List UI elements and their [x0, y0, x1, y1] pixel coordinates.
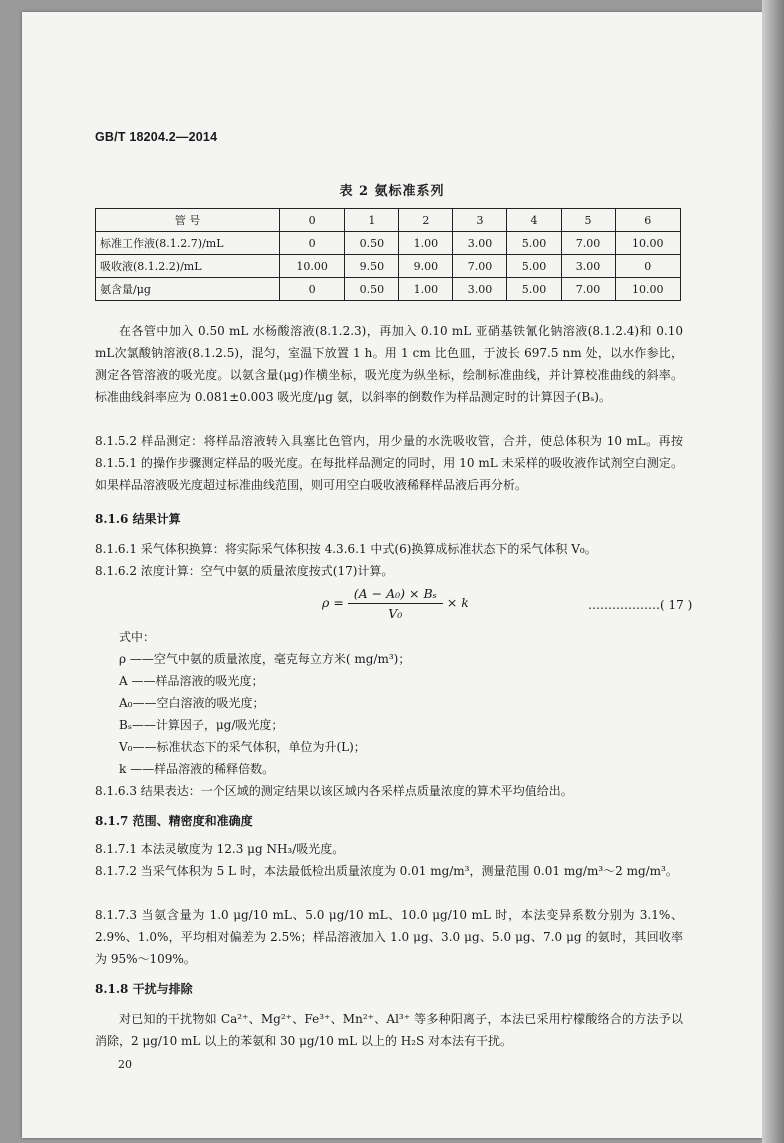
formula-rhs: × k: [446, 595, 469, 610]
table-cell: 标准工作液(8.1.2.7)/mL: [96, 232, 280, 255]
section-heading-8-1-8: 8.1.8 干扰与排除: [95, 982, 193, 996]
table-cell: 3.00: [453, 278, 507, 301]
definition-bs: Bₛ——计算因子，μg/吸光度；: [119, 718, 284, 732]
definition-v0: V₀——标准状态下的采气体积，单位为升(L)；: [119, 740, 366, 754]
paragraph-interference: 对已知的干扰物如 Ca²⁺、Mg²⁺、Fe³⁺、Mn²⁺、Al³⁺ 等多种阳离子，本法已采用柠檬酸络合的方法予以消除，2 μg/10 mL 以上的苯氨和 30 μg/10 mL 以上的 H₂S 对本法有干扰。: [95, 1012, 683, 1048]
table-header-row: [96, 209, 681, 232]
formula-fraction: [348, 586, 443, 621]
table-cell: 0.50: [345, 278, 399, 301]
section-heading-8-1-7: 8.1.7 范围、精密度和准确度: [95, 814, 253, 828]
table-header-cell: 5: [561, 209, 615, 232]
clause-8-1-7-1: 8.1.7.1 本法灵敏度为 12.3 μg NH₃/吸光度。: [95, 842, 345, 856]
clause-8-1-6-1: 8.1.6.1 采气体积换算：将实际采气体积按 4.3.6.1 中式(6)换算成标准状态下的采气体积 V₀。: [95, 542, 597, 556]
table-header-cell: 0: [280, 209, 345, 232]
table-row: [96, 278, 681, 301]
clause-8-1-7-2: 8.1.7.2 当采气体积为 5 L 时，本法最低检出质量浓度为 0.01 mg/m³，测量范围 0.01 mg/m³～2 mg/m³。: [95, 864, 678, 878]
table-header-cell: 3: [453, 209, 507, 232]
table-cell: 10.00: [615, 232, 680, 255]
table-row: [96, 255, 681, 278]
table-cell: 7.00: [453, 255, 507, 278]
table-cell: 9.00: [399, 255, 453, 278]
table-cell: 1.00: [399, 232, 453, 255]
table-cell: 氨含量/μg: [96, 278, 280, 301]
clause-8-1-6-3: 8.1.6.3 结果表达：一个区域的测定结果以该区域内各采样点质量浓度的算术平均值给出。: [95, 784, 573, 798]
formula-lhs: ρ =: [322, 595, 344, 610]
table-cell: 5.00: [507, 255, 561, 278]
clause-8-1-7-3: 8.1.7.3 当氨含量为 1.0 μg/10 mL、5.0 μg/10 mL、10.0 μg/10 mL 时，本法变异系数分别为 3.1%、2.9%、1.0%，平均相对偏差为 2.5%；样品溶液加入 1.0 μg、3.0 μg、5.0 μg、7.0 μg 的氨时，其回收率为 95%～109%。: [95, 908, 683, 966]
definition-rho: ρ ——空气中氨的质量浓度，毫克每立方米( mg/m³)；: [119, 652, 411, 666]
table-header-cell: 2: [399, 209, 453, 232]
table-header-cell: 1: [345, 209, 399, 232]
ammonia-standard-table: [95, 208, 681, 301]
table-cell: 5.00: [507, 278, 561, 301]
table-cell: 10.00: [615, 278, 680, 301]
formula-denominator: V₀: [388, 606, 403, 621]
definition-a0: A₀——空白溶液的吸光度；: [119, 696, 265, 710]
table-cell: 7.00: [561, 278, 615, 301]
table-cell: 0: [280, 278, 345, 301]
document-page: [22, 12, 762, 1138]
definition-k: k ——样品溶液的稀释倍数。: [119, 762, 275, 776]
formula-17: [322, 586, 469, 621]
table-cell: 0: [615, 255, 680, 278]
formula-numerator: (A − A₀) × Bₛ: [348, 586, 443, 604]
paragraph-8-1-5-2: 8.1.5.2 样品测定：将样品溶液转入具塞比色管内，用少量的水洗吸收管，合并，使总体积为 10 mL。再按 8.1.5.1 的操作步骤测定样品的吸光度。在每批样品测定的同时，用 10 mL 未采样的吸收液作试剂空白测定。如果样品溶液吸光度超过标准曲线范围，则可用空白吸收液稀释样品液后再分析。: [95, 434, 683, 492]
table-cell: 3.00: [561, 255, 615, 278]
where-label: 式中：: [119, 630, 156, 644]
table-row: [96, 232, 681, 255]
table-cell: 10.00: [280, 255, 345, 278]
page-number: 20: [118, 1058, 132, 1071]
paragraph-standard-curve: 在各管中加入 0.50 mL 水杨酸溶液(8.1.2.3)，再加入 0.10 mL 亚硝基铁氰化钠溶液(8.1.2.4)和 0.10 mL次氯酸钠溶液(8.1.2.5)，混匀，室温下放置 1 h。用 1 cm 比色皿，于波长 697.5 nm 处，以水作参比，测定各管溶液的吸光度。以氨含量(μg)作横坐标，吸光度为纵坐标，绘制标准曲线，并计算校准曲线的斜率。标准曲线斜率应为 0.081±0.003 吸光度/μg 氨，以斜率的倒数作为样品测定时的计算因子(Bₛ)。: [95, 324, 683, 404]
table-cell: 吸收液(8.1.2.2)/mL: [96, 255, 280, 278]
table-cell: 3.00: [453, 232, 507, 255]
table-header-cell: 管 号: [96, 209, 280, 232]
table-cell: 5.00: [507, 232, 561, 255]
scan-edge: [762, 0, 784, 1143]
section-heading-8-1-6: 8.1.6 结果计算: [95, 512, 181, 526]
table-cell: 1.00: [399, 278, 453, 301]
standard-code: GB/T 18204.2—2014: [95, 130, 218, 144]
table-cell: 7.00: [561, 232, 615, 255]
table-header-cell: 6: [615, 209, 680, 232]
table-cell: 0.50: [345, 232, 399, 255]
clause-8-1-6-2: 8.1.6.2 浓度计算：空气中氨的质量浓度按式(17)计算。: [95, 564, 394, 578]
table-cell: 9.50: [345, 255, 399, 278]
table-cell: 0: [280, 232, 345, 255]
table-caption: 表 2 氨标准系列: [339, 184, 445, 199]
definition-a: A ——样品溶液的吸光度；: [119, 674, 264, 688]
equation-number: ………………( 17 ): [588, 598, 693, 612]
table-header-cell: 4: [507, 209, 561, 232]
